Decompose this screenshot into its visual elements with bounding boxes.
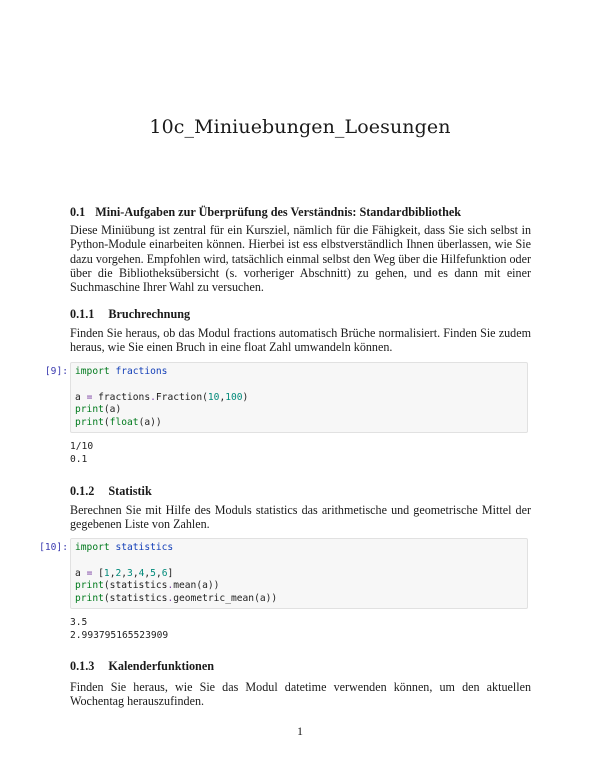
subsection-title: Statistik	[108, 484, 152, 498]
code-line: import fractions	[75, 366, 168, 377]
output-line: 0.1	[70, 453, 88, 465]
section-title: Mini-Aufgaben zur Überprüfung des Verständnis: Standardbibliothek	[95, 205, 462, 219]
code-line: a = fractions.Fraction(10,100)	[75, 391, 249, 403]
subsection-title: Kalenderfunktionen	[108, 659, 215, 673]
cell-output	[70, 441, 93, 467]
section-heading	[70, 205, 540, 220]
section-number: 0.1	[70, 205, 86, 219]
output-line: 1/10	[70, 441, 94, 452]
subsection-heading-statistics	[70, 484, 540, 499]
subsection-number: 0.1.1	[70, 307, 95, 321]
code-cell[interactable]	[70, 362, 528, 433]
subsection-heading-fractions	[70, 307, 540, 322]
subsection-number: 0.1.2	[70, 484, 95, 498]
output-line: 3.5	[70, 617, 88, 628]
subsection-paragraph: Berechnen Sie mit Hilfe des Moduls statistics das arithmetische und geometrische Mittel der gegebenen Liste von Zahlen.	[70, 503, 531, 532]
cell-output	[70, 617, 168, 643]
subsection-paragraph: Finden Sie heraus, ob das Modul fractions automatisch Brüche normalisiert. Finden Sie zudem heraus, wie Sie einen Bruch in eine float Zahl umwandeln können.	[70, 326, 531, 355]
subsection-paragraph: Finden Sie heraus, wie Sie das Modul datetime verwenden können, um den aktuellen Wochentag herauszufinden.	[70, 680, 531, 709]
code-cell[interactable]	[70, 538, 528, 609]
section-paragraph: Diese Miniübung ist zentral für ein Kursziel, nämlich für die Fähigkeit, dass Sie sich selbst in Python-Module einarbeiten können. Hierbei ist ess elbstverständlich Ihnen überlassen, wie Sie dazu vorgehen. Empfohlen wird, tatsächlich einmal selbst den Weg über die Hilfefunktion oder über die Bibliotheksübersicht (s. vorheriger Abschnitt) zu gehen, und es dann mit einer Suchmaschine Ihrer Wahl zu versuchen.	[70, 223, 531, 295]
code-line: print(float(a))	[75, 417, 162, 429]
code-line-blank	[75, 555, 527, 568]
subsection-number: 0.1.3	[70, 659, 95, 673]
code-line: print(a)	[75, 404, 122, 416]
code-line: a = [1,2,3,4,5,6]	[75, 567, 174, 579]
subsection-heading-calendar	[70, 659, 540, 674]
input-prompt: [9]:	[44, 366, 68, 377]
code-line: print(statistics.mean(a))	[75, 580, 220, 592]
subsection-title: Bruchrechnung	[108, 307, 191, 321]
output-line: 2.993795165523909	[70, 629, 169, 641]
document-title: 10c_Miniuebungen_Loesungen	[149, 116, 451, 138]
code-line: import statistics	[75, 542, 174, 553]
page-number: 1	[297, 724, 303, 738]
code-line-blank	[75, 379, 527, 392]
input-prompt: [10]:	[39, 542, 68, 553]
code-line: print(statistics.geometric_mean(a))	[75, 593, 278, 605]
